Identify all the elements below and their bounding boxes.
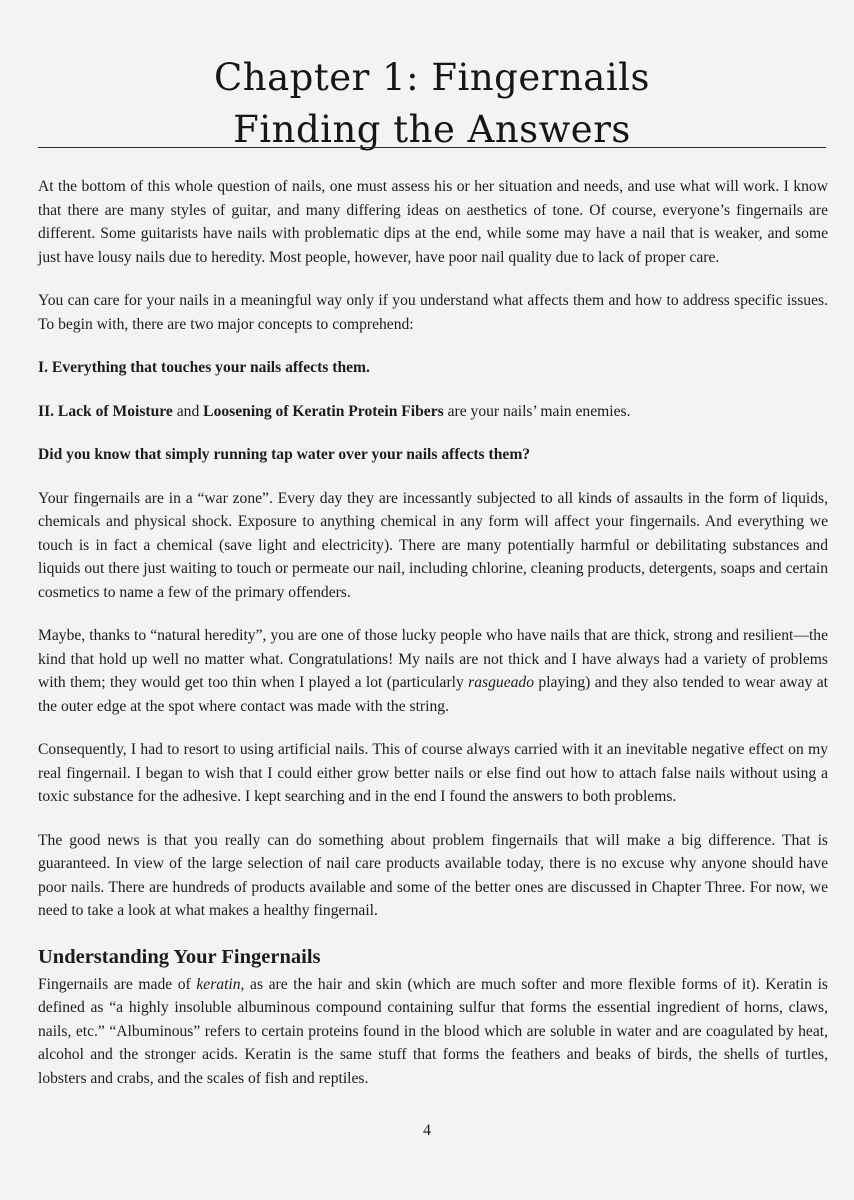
paragraph-good-news: The good news is that you really can do something about problem fingernails that will make a big difference. That is guaranteed. In view of the large selection of nail care products available today, there is no excuse why anyone should have poor nails. There are hundreds of products available and some of the better ones are discussed in Chapter Three. For now, we need to take a look at what makes a healthy fingernail. xyxy=(38,831,828,919)
p7-before: Fingernails are made of xyxy=(38,975,197,993)
paragraph-assess-needs: At the bottom of this whole question of nails, one must assess his or her situation and needs, and use what will work. I know that there are many styles of guitar, and many differing ideas on aesthetics of tone. Of course, everyone’s fingernails are different. Some guitarists have nails with problematic dips at the end, while some may have a nail that is weaker, and some just have lousy nails due to heredity. Most people, however, have poor nail quality due to lack of proper care. xyxy=(38,178,828,266)
paragraph-care-concepts: You can care for your nails in a meaningful way only if you understand what affects them and how to address specific issues. To begin with, there are two major concepts to comprehend: xyxy=(38,292,828,333)
concept-two-joiner: and xyxy=(172,402,204,420)
title-underline-rule xyxy=(38,147,826,148)
section-heading: Understanding Your Fingernails xyxy=(38,945,321,968)
paragraph-natural-heredity xyxy=(38,624,828,718)
concept-one xyxy=(38,356,828,380)
concept-one-text: I. Everything that touches your nails affects them. xyxy=(38,359,370,376)
did-you-know-text: Did you know that simply running tap water over your nails affects them? xyxy=(38,446,531,463)
did-you-know-question xyxy=(38,443,828,467)
p4-after: playing) and they also tended to wear away at the outer edge at the spot where contact was made with the string. xyxy=(38,674,828,715)
chapter-body xyxy=(38,175,828,1110)
paragraph-keratin xyxy=(38,973,828,1091)
page-number: 4 xyxy=(423,1122,431,1139)
concept-two xyxy=(38,400,828,424)
concept-two-prefix: II. Lack of Moisture xyxy=(38,402,173,420)
concept-two-emphasis: Loosening of Keratin Protein Fibers xyxy=(203,402,444,420)
chapter-title-line-2: Finding the Answers xyxy=(233,108,631,151)
p4-before: Maybe, thanks to “natural heredity”, you are one of those lucky people who have nails that are thick, strong and resilient—the kind that hold up well no matter what. Congratulations! My nails are not thick and I have always had a variety of problems with them; they would get too thin when I played a lot (particularly xyxy=(38,627,828,691)
chapter-title-line-1: Chapter 1: Fingernails xyxy=(213,56,650,99)
chapter-title xyxy=(38,52,826,156)
concept-two-suffix: are your nails’ main enemies. xyxy=(443,402,631,420)
paragraph-artificial-nails: Consequently, I had to resort to using artificial nails. This of course always carried with it an inevitable negative effect on my real fingernail. I began to wish that I could either grow better nails or else find out how to attach false nails without using a toxic substance for the adhesive. I kept searching and in the end I found the answers to both problems. xyxy=(38,741,828,805)
paragraph-war-zone: Your fingernails are in a “war zone”. Every day they are incessantly subjected to all kinds of assaults in the form of liquids, chemicals and physical shock. Exposure to anything chemical in any form will affect your fingernails. And everything we touch is in fact a chemical (save light and electricity). There are many potentially harmful or debilitating substances and liquids out there just waiting to touch or permeate our nail, including chlorine, cleaning products, detergents, soaps and certain cosmetics to name a few of the primary offenders. xyxy=(38,489,828,601)
p7-after: , as are the hair and skin (which are much softer and more flexible forms of it). Keratin is defined as “a highly insoluble albuminous compound containing sulfur that forms the essential ingredient of horns, claws, nails, etc.” “Albuminous” refers to certain proteins found in the blood which are soluble in water and are coagulated by heat, alcohol and the stronger acids. Keratin is the same stuff that forms the feathers and beaks of birds, the shells of turtles, lobsters and crabs, and the scales of fish and reptiles. xyxy=(38,975,828,1087)
rasgueado-term: rasgueado xyxy=(468,674,535,691)
keratin-term: keratin xyxy=(196,975,241,993)
